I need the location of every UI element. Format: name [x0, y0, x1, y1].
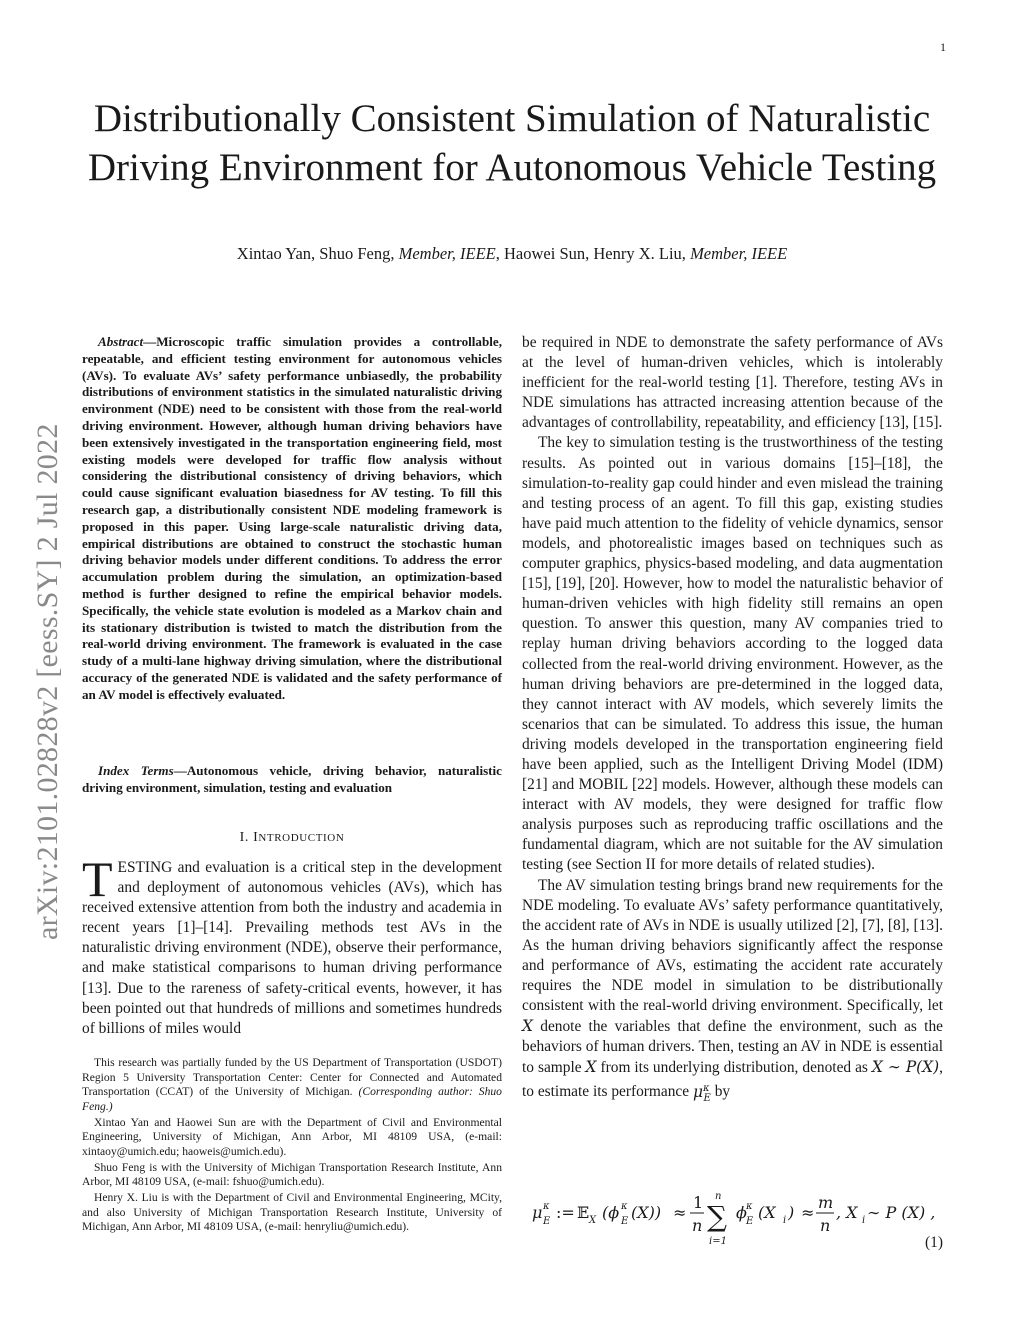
eq-phi-2: ϕ [736, 1203, 747, 1222]
eq-m-den: n [820, 1216, 831, 1235]
right-column-body [522, 333, 943, 1109]
eq-expect: 𝔼 [577, 1203, 590, 1222]
eq-frac-den: n [692, 1216, 703, 1235]
eq-phi-sub: E [621, 1216, 629, 1227]
author-line [60, 244, 964, 264]
section-number: I. [239, 830, 249, 845]
eq-phi2-arg: (X [758, 1203, 776, 1222]
eq-approx-2: ≈ [801, 1203, 815, 1222]
footnote-affiliation-yan-sun: Xintao Yan and Haowei Sun are with the Department of Civil and Environmental Engineering, University of Michigan, Ann Arbor, MI 48109 USA, (e-mail: xintaoy@umich.edu; haoweis@umich.edu). [82, 1115, 502, 1158]
math-var-x: X [522, 1017, 533, 1036]
index-terms [82, 763, 502, 797]
equation-number: (1) [925, 1234, 943, 1251]
section-title-first: I [253, 830, 259, 845]
arxiv-watermark: arXiv:2101.02828v2 [eess.SY] 2 Jul 2022 [31, 423, 64, 940]
footnote-affiliation-liu: Henry X. Liu is with the Department of Civil and Environmental Engineering, MCity, and also University of Michigan Transportation Research Institute, University of Michigan, Ann Arbor, MI 48109 USA, (e-mail: henryliu@umich.edu). [82, 1191, 502, 1233]
equation-1 [522, 1186, 943, 1256]
eq-mu-sup: κ [543, 1201, 550, 1212]
introduction-paragraph [82, 851, 502, 1039]
author-names-1: Xintao Yan, Shuo Feng, [236, 244, 395, 263]
eq-frac-num: 1 [693, 1193, 704, 1212]
drop-cap: T [82, 851, 113, 907]
eq-mu-sub: E [543, 1216, 551, 1227]
eq-phi2-sub: E [746, 1216, 754, 1227]
eq-assign: := [556, 1203, 575, 1222]
abstract [82, 334, 502, 704]
eq-tail-rest: ∼ P (X) , [867, 1203, 936, 1222]
section-heading-introduction [82, 830, 502, 846]
intro-first-word: ESTING [117, 859, 173, 876]
index-terms-text: —Autonomous vehicle, driving behavior, naturalistic driving environment, simulation, testing and evaluation [82, 763, 502, 795]
abstract-label: Abstract [98, 334, 144, 349]
eq-phi-sup: κ [621, 1201, 628, 1212]
footnote-funding: This research was partially funded by the US Department of Transportation (USDOT) Region 5 University Transportation Center: Center for Connected and Automated Transportation (CCAT) of the University of Michigan. (Corresponding author: Shuo Feng.) [82, 1056, 502, 1113]
author-membership-2: Member, IEEE [690, 244, 788, 263]
section-title-rest: NTRODUCTION [258, 832, 345, 844]
author-names-2: , Haowei Sun, Henry X. Liu, [495, 244, 686, 263]
eq-phi: (ϕ [602, 1203, 620, 1222]
math-mu: $\mu^\kappa_E$ [692, 1082, 711, 1104]
footnotes [82, 1056, 502, 1236]
equation-graphic [522, 1186, 943, 1256]
index-terms-label: Index Terms [98, 763, 174, 778]
abstract-text: —Microscopic traffic simulation provides a controllable, repeatable, and efficient testing environment for autonomous vehicles (AVs). To evaluate AVs’ safety performance unbiasedly, the probability distributions of environment statistics in the simulated naturalistic driving environment (NDE) need to be consistent with those from the real-world driving environment. However, although human driving behaviors have been extensively investigated in the transportation engineering field, most existing models were developed for traffic flow analysis without considering the distributional consistency of driving behaviors, which could cause significant evaluation biasedness for AV testing. To fill this research gap, a distributionally consistent NDE modeling framework is proposed in this paper. Using large-scale naturalistic driving data, empirical distributions are obtained to construct the stochastic human driving behavior models under different conditions. To address the error accumulation problem during the simulation, an optimization-based method is further designed to refine the empirical behavior models. Specifically, the vehicle state evolution is modeled as a Markov chain and its stationary distribution is twisted to match the distribution from the real-world driving environment. The framework is evaluated in the case study of a multi-lane highway driving simulation, where the distributional accuracy of the generated NDE is validated and the safety performance of an AV model is effectively evaluated. [82, 334, 502, 702]
intro-text: and evaluation is a critical step in the development and deployment of autonomous vehicles (AVs), which has received extensive attention from both the industry and academia in recent years [1]–[14]. Prevailing methods test AVs in the naturalistic driving environment (NDE), observe their performance, and make statistical comparisons to human driving performance [13]. Due to the rareness of safety-critical events, however, it has been pointed out that hundreds of millions and sometimes hundreds of billions of miles would [82, 859, 502, 1037]
page-number: 1 [940, 40, 946, 54]
paper-title: Distributionally Consistent Simulation of Naturalistic Driving Environment for Autonomous Vehicle Testing [87, 97, 937, 189]
eq-tail-sub: i [862, 1215, 866, 1226]
math-var-x: X [585, 1058, 597, 1077]
eq-phi2-arg-sub: i [783, 1215, 787, 1226]
eq-sum-bot: i=1 [709, 1236, 727, 1247]
author-membership-1: Member, IEEE [398, 244, 496, 263]
eq-phi2-sup: κ [746, 1201, 753, 1212]
eq-tail: , X [836, 1203, 858, 1222]
right-paragraph-2: The key to simulation testing is the trustworthiness of the testing results. As pointed out in various domains [15]–[18], the simulation-to-reality gap could hinder and even mislead the training and testing process of an agent. To fill this gap, existing studies have paid much attention to the fidelity of vehicle dynamics, sensor models, and photorealistic images based on techniques such as computer graphics, physics-based modeling, and data augmentation [15], [19], [20]. However, how to model the naturalistic behavior of human-driven vehicles with high fidelity still remains an open question. To answer this question, many AV companies tried to replay human driving behaviors according to the logged data collected from the real-world driving environment. However, as the human driving behaviors are pre-determined in the logged data, they cannot interact with AV models, which severely limits the scenarios that can be simulated. To address this issue, the human driving models developed in the transportation engineering field have been applied, such as the Intelligent Driving Model (IDM) [21] and MOBIL [22] models. However, although these models can interact with AV models, they were designed for traffic flow analysis purposes such as reproducing traffic oscillations and the fundamental diagram, which are not suitable for the AV simulation testing (see Section II for more details of related studies). [522, 434, 943, 874]
eq-phi-arg: (X)) [631, 1203, 662, 1222]
right-paragraph-3: The AV simulation testing brings brand new requirements for the NDE modeling. To evaluate AVs’ safety performance quantitatively, the accident rate of AVs in NDE is usually utilized [2], [7], [8], [13]. As the human driving behaviors significantly affect the response and performance of AVs, estimating the accident rate accurately requires the NDE model in simulation to be distributionally consistent with the real-world driving environment. Specifically, let X denote the variables that define the environment, such as the behaviors of human drivers. Then, testing an AV in NDE is essential to sample X from its underlying distribution, denoted as X ∼ P(X), to estimate its performance $\mu^\kappa_E$ by [522, 876, 943, 1104]
math-distribution: X ∼ P(X) [871, 1058, 940, 1077]
eq-mu: μ [532, 1203, 543, 1222]
eq-m-num: m [818, 1193, 834, 1212]
eq-phi2-close: ) [788, 1203, 795, 1222]
eq-sum-sign: ∑ [707, 1200, 727, 1233]
eq-sum-top: n [715, 1191, 722, 1202]
eq-expect-sub: X [589, 1215, 597, 1226]
eq-approx-1: ≈ [673, 1203, 687, 1222]
footnote-affiliation-feng: Shuo Feng is with the University of Michigan Transportation Research Institute, Ann Arbor, MI 48109 USA, (e-mail: fshuo@umich.edu). [82, 1160, 502, 1188]
right-paragraph-1: be required in NDE to demonstrate the safety performance of AVs at the level of human-driven vehicles, which is intolerably inefficient for the real-world testing [1]. Therefore, testing AVs in NDE simulations has attracted increasing attention because of the advantages of controllability, repeatability, and efficiency [13], [15]. [522, 334, 943, 432]
corresponding-author: (Corresponding author: Shuo Feng.) [82, 1085, 502, 1113]
